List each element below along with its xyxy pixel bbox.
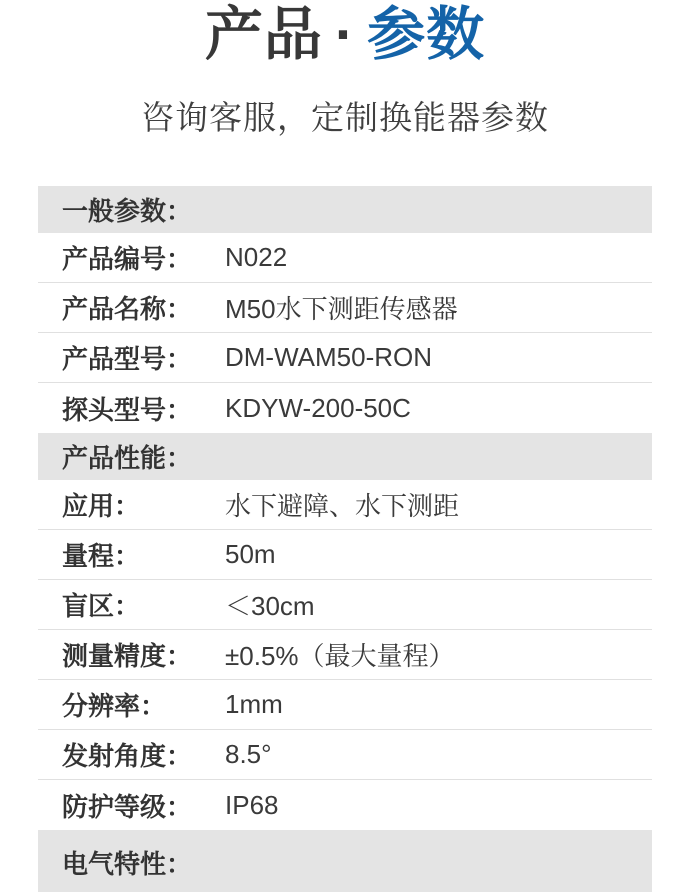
spec-row — [38, 630, 652, 680]
spec-label: 应用： — [62, 491, 141, 521]
spec-value: ±0.5%（最大量程） — [225, 641, 455, 671]
page-title — [0, 0, 690, 68]
spec-section — [38, 830, 652, 892]
section-header: 一般参数： — [38, 186, 652, 233]
spec-value: IP68 — [225, 789, 279, 820]
section-header: 产品性能： — [38, 433, 652, 480]
spec-label: 防护等级： — [62, 791, 193, 822]
spec-row — [38, 730, 652, 780]
spec-value: DM-WAM50-RON — [225, 342, 433, 372]
page-subtitle: 咨询客服，定制换能器参数 — [141, 99, 549, 136]
spec-row — [38, 530, 652, 580]
spec-value: ＜30cm — [225, 591, 315, 621]
spec-section — [38, 186, 652, 433]
title-dot: · — [334, 2, 356, 67]
section-rows — [38, 480, 652, 830]
spec-row — [38, 283, 652, 333]
spec-label: 探头型号： — [62, 394, 193, 425]
section-header: 电气特性： — [38, 830, 652, 892]
spec-value: N022 — [225, 242, 288, 272]
spec-row — [38, 233, 652, 283]
title-prefix: 产品 — [204, 2, 323, 67]
spec-table — [38, 186, 652, 892]
spec-label: 产品名称： — [62, 294, 193, 324]
spec-row — [38, 780, 652, 830]
spec-value: 1mm — [225, 689, 283, 719]
spec-section — [38, 433, 652, 830]
section-rows — [38, 233, 652, 433]
spec-label: 盲区： — [62, 591, 141, 621]
spec-label: 发射角度： — [62, 741, 193, 771]
spec-value: 50m — [225, 539, 276, 569]
spec-label: 量程： — [62, 541, 141, 571]
spec-value: M50水下测距传感器 — [225, 294, 458, 324]
spec-row — [38, 680, 652, 730]
spec-label: 产品型号： — [62, 344, 193, 374]
title-highlight: 参数 — [367, 2, 486, 67]
spec-value: KDYW-200-50C — [225, 392, 411, 423]
spec-row — [38, 383, 652, 433]
spec-row — [38, 333, 652, 383]
spec-label: 产品编号： — [62, 244, 193, 274]
spec-value: 8.5° — [225, 739, 272, 769]
spec-label: 测量精度： — [62, 641, 193, 671]
spec-value: 水下避障、水下测距 — [225, 491, 460, 521]
spec-label: 分辨率： — [62, 691, 167, 721]
spec-row — [38, 480, 652, 530]
spec-row — [38, 580, 652, 630]
